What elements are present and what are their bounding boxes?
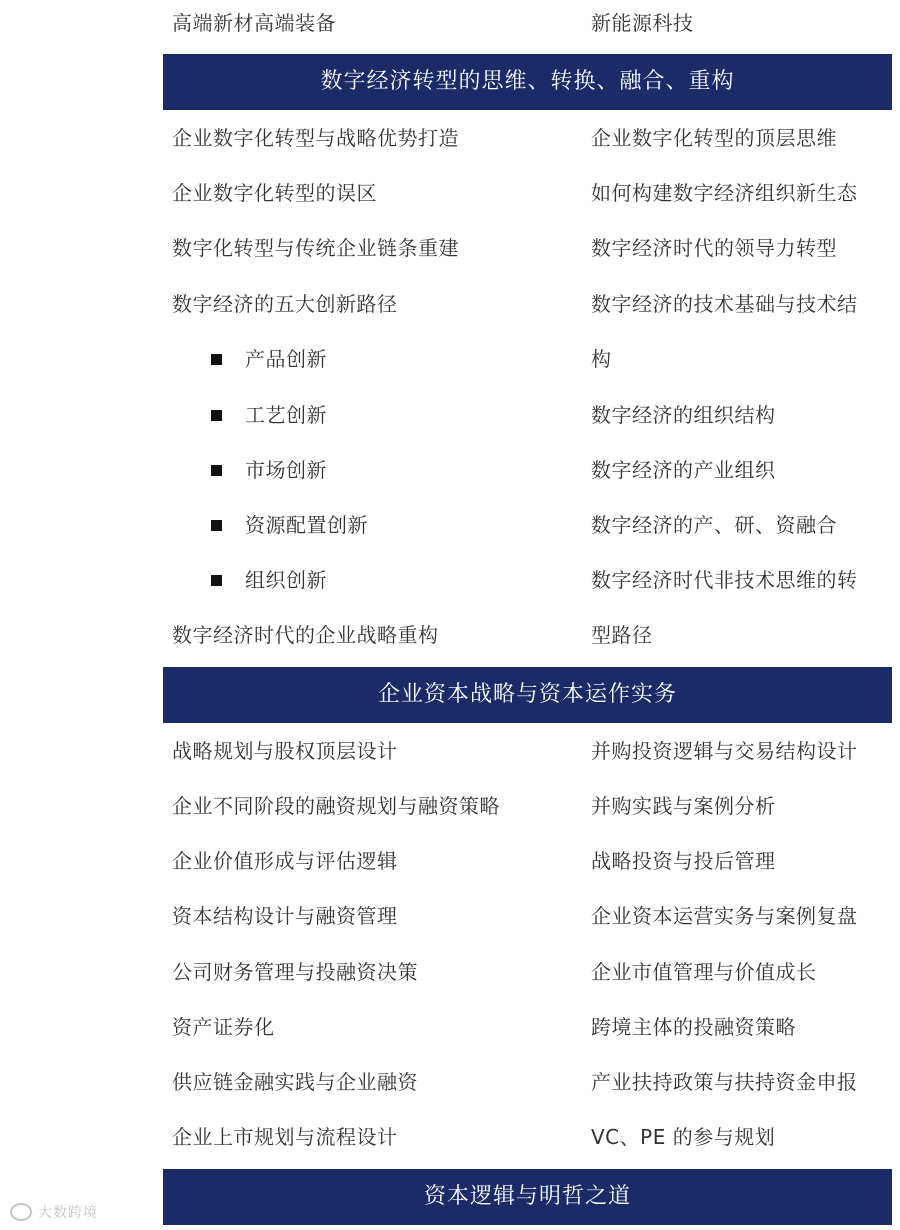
course-item: 企业数字化转型与战略优势打造 xyxy=(172,126,459,150)
course-item: 数字经济时代的领导力转型 xyxy=(591,236,837,260)
section-header-capital-logic: 资本逻辑与明哲之道 xyxy=(163,1169,892,1225)
course-item: 战略规划与股权顶层设计 xyxy=(172,739,398,763)
course-subitem: 资源配置创新 xyxy=(245,513,368,537)
course-item: 企业价值形成与评估逻辑 xyxy=(172,849,398,873)
course-item: 数字化转型与传统企业链条重建 xyxy=(172,236,459,260)
course-row xyxy=(0,277,900,332)
square-bullet-icon xyxy=(211,465,222,476)
course-item: 资产证券化 xyxy=(172,1015,275,1039)
square-bullet-icon xyxy=(211,575,222,586)
section-header-capital-strategy: 企业资本战略与资本运作实务 xyxy=(163,667,892,723)
course-row xyxy=(0,834,900,889)
watermark-text: 大数跨境 xyxy=(38,1205,98,1221)
course-item: 构 xyxy=(591,347,612,371)
course-subitem: 市场创新 xyxy=(245,458,327,482)
square-bullet-icon xyxy=(211,410,222,421)
square-bullet-icon xyxy=(211,520,222,531)
course-item: 企业市值管理与价值成长 xyxy=(591,960,817,984)
course-row xyxy=(0,443,900,498)
course-item: 企业数字化转型的误区 xyxy=(172,181,377,205)
course-item: 数字经济时代的企业战略重构 xyxy=(172,623,439,647)
course-row xyxy=(0,0,900,51)
course-row xyxy=(0,1110,900,1165)
course-item: 型路径 xyxy=(591,623,653,647)
course-row xyxy=(0,945,900,1000)
watermark xyxy=(10,1200,98,1224)
course-row xyxy=(0,779,900,834)
course-item: 战略投资与投后管理 xyxy=(591,849,776,873)
course-row xyxy=(0,553,900,608)
watermark-logo-icon xyxy=(10,1203,32,1221)
course-item: 数字经济的产、研、资融合 xyxy=(591,513,837,537)
course-item: 高端新材高端装备 xyxy=(172,11,336,35)
course-subitem: 组织创新 xyxy=(245,568,327,592)
course-item: 跨境主体的投融资策略 xyxy=(591,1015,796,1039)
course-row xyxy=(0,111,900,166)
course-subitem: 工艺创新 xyxy=(245,403,327,427)
course-item: 数字经济的产业组织 xyxy=(591,458,776,482)
course-item: 企业数字化转型的顶层思维 xyxy=(591,126,837,150)
course-row xyxy=(0,724,900,779)
course-item: 供应链金融实践与企业融资 xyxy=(172,1070,418,1094)
square-bullet-icon xyxy=(211,354,222,365)
course-row xyxy=(0,1000,900,1055)
course-subitem: 产品创新 xyxy=(245,347,327,371)
course-item: 企业资本运营实务与案例复盘 xyxy=(591,904,858,928)
course-item: VC、PE 的参与规划 xyxy=(591,1125,776,1149)
course-item: 产业扶持政策与扶持资金申报 xyxy=(591,1070,858,1094)
course-row xyxy=(0,608,900,663)
section-header-digital-economy: 数字经济转型的思维、转换、融合、重构 xyxy=(163,54,892,110)
course-item: 并购投资逻辑与交易结构设计 xyxy=(591,739,858,763)
course-item: 如何构建数字经济组织新生态 xyxy=(591,181,858,205)
course-row xyxy=(0,166,900,221)
course-row xyxy=(0,221,900,276)
course-item: 数字经济的五大创新路径 xyxy=(172,292,398,316)
course-row xyxy=(0,388,900,443)
course-item: 数字经济的技术基础与技术结 xyxy=(591,292,858,316)
course-row xyxy=(0,1055,900,1110)
course-item: 公司财务管理与投融资决策 xyxy=(172,960,418,984)
course-item: 资本结构设计与融资管理 xyxy=(172,904,398,928)
course-item: 数字经济的组织结构 xyxy=(591,403,776,427)
course-row xyxy=(0,889,900,944)
course-row xyxy=(0,332,900,387)
course-row xyxy=(0,498,900,553)
course-item: 并购实践与案例分析 xyxy=(591,794,776,818)
course-item: 新能源科技 xyxy=(591,11,694,35)
course-item: 企业上市规划与流程设计 xyxy=(172,1125,398,1149)
course-item: 数字经济时代非技术思维的转 xyxy=(591,568,858,592)
course-item: 企业不同阶段的融资规划与融资策略 xyxy=(172,794,500,818)
